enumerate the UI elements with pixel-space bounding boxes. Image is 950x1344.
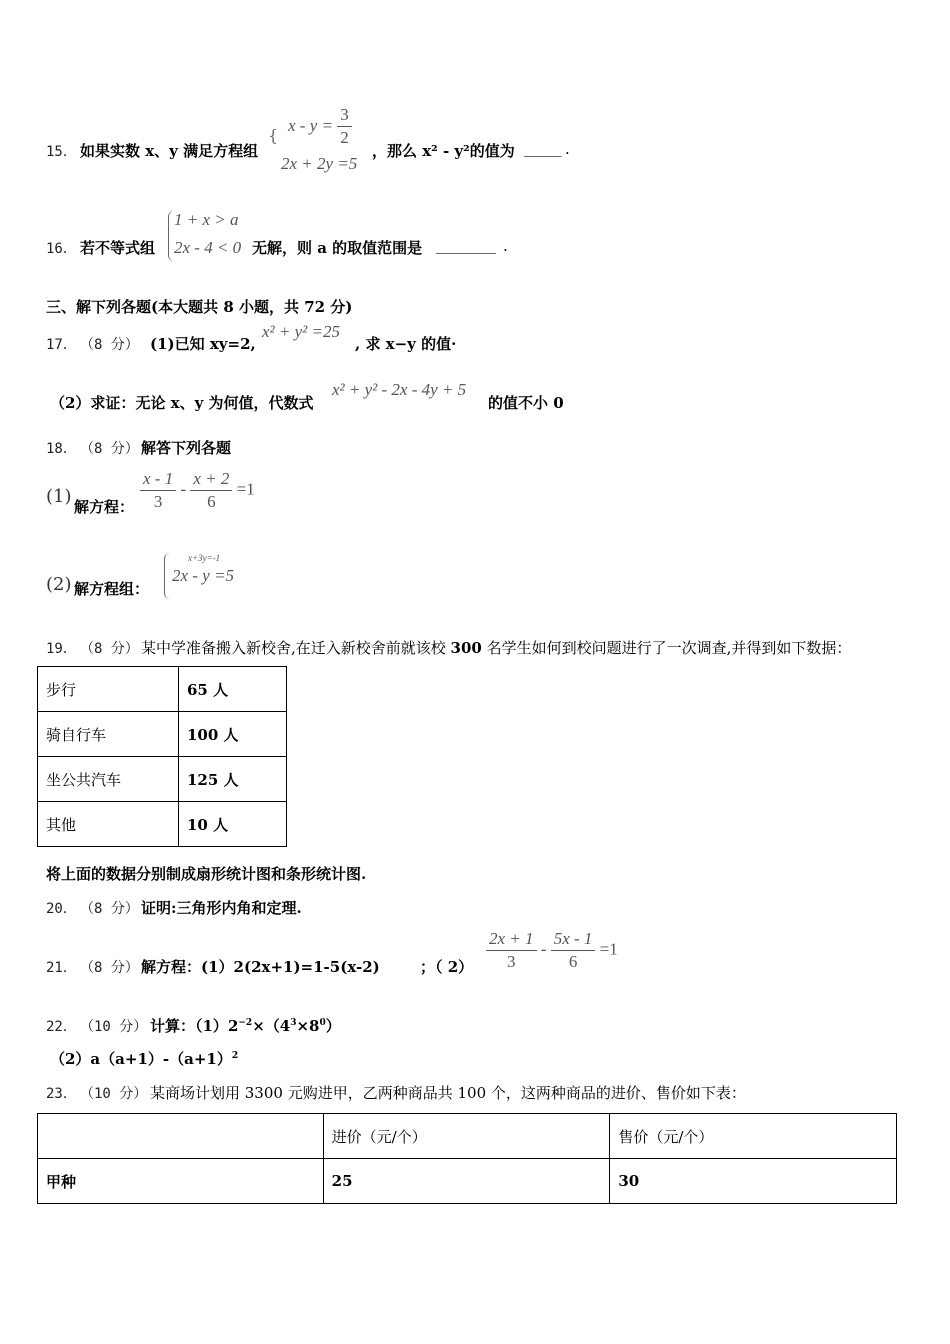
q15-answer-blank[interactable]: _____: [524, 139, 562, 157]
q23-number: 23．: [46, 1086, 77, 1102]
q19-data-table: [37, 666, 287, 847]
q23-row-cost: 25: [323, 1159, 610, 1204]
q15-brace: {: [268, 126, 279, 145]
q20-number: 20．: [46, 901, 77, 917]
q18-part2-prompt: 解方程组：: [74, 580, 150, 598]
section-3-title: 三、解下列各题(本大题共 8 小题，共 72 分): [46, 298, 353, 316]
q23-score: （10 分）: [80, 1086, 148, 1102]
q17-part2-expression: x² + y² - 2x - 4y + 5: [332, 380, 467, 399]
q16-number: 16．: [46, 241, 77, 257]
q22-part2: $(2)a(a+1)-(a+1)^2$: [50, 1050, 239, 1068]
q16-question: 无解，则 a 的取值范围是: [252, 239, 423, 257]
q19-table-row: [38, 667, 287, 712]
q19-count-cell: 100 人: [179, 712, 287, 757]
q17-number: 17．: [46, 337, 77, 353]
q17-part1-question: , 求 x−y 的值·: [355, 335, 457, 353]
q18-part2-label: (2): [46, 574, 72, 595]
q23-row-price: 30: [610, 1159, 897, 1204]
q23-row-name: 甲种: [38, 1159, 324, 1204]
q15-number: 15．: [46, 144, 77, 160]
q15-equation-1: x - y = $\frac{3}{2}$: [288, 104, 352, 149]
q18-part2-brace: [164, 553, 170, 599]
q20-text: 证明:三角形内角和定理.: [141, 899, 302, 917]
q18-part1-label: (1): [46, 486, 72, 507]
q23-header-row: [38, 1114, 897, 1159]
q18-title: 解答下列各题: [141, 439, 232, 457]
q19-number: 19．: [46, 641, 77, 657]
q16-end: .: [503, 237, 508, 255]
q16-inequality-1: 1 + x > a: [174, 210, 239, 229]
q18-score: （8 分）: [80, 441, 139, 457]
q19-table-row: [38, 712, 287, 757]
q19-count-cell: 125 人: [179, 757, 287, 802]
q18-part1-equation: $\frac{x - 1}{3}$ - $\frac{x + 2}{6}$ =1: [140, 468, 255, 513]
q19-score: （8 分）: [80, 641, 139, 657]
q19-instruction: 将上面的数据分别制成扇形统计图和条形统计图.: [46, 865, 367, 883]
q17-score: （8 分）: [80, 337, 139, 353]
q18-part2-equation-2: 2x - y =5: [172, 566, 234, 585]
q15-question: ，那么 x² - y²的值为: [372, 142, 515, 160]
q22-part1: 计算：$(1)2^{-2}\times(4^3\times 8^0)$: [150, 1017, 341, 1035]
q23-header-price: 售价（元/个）: [610, 1114, 897, 1159]
q19-table-row: [38, 802, 287, 847]
q23-price-table: [37, 1113, 897, 1204]
q23-row-jia: [38, 1159, 897, 1204]
q21-part2-equation: $\frac{2x + 1}{3}$ - $\frac{5x - 1}{6}$ =1: [486, 928, 618, 973]
q23-text: 某商场计划用 3300 元购进甲，乙两种商品共 100 个，这两种商品的进价、售价如下表：: [150, 1084, 746, 1102]
q16-answer-blank[interactable]: ________: [436, 236, 496, 254]
q19-mode-cell: 坐公共汽车: [38, 757, 179, 802]
q16-prompt: 若不等式组: [80, 239, 156, 257]
q22-score: （10 分）: [80, 1019, 148, 1035]
q19-mode-cell: 骑自行车: [38, 712, 179, 757]
q18-part2-equation-1: x+3y=-1: [188, 553, 221, 563]
q19-mode-cell: 步行: [38, 667, 179, 712]
q17-part1-expression: x² + y² =25: [262, 322, 340, 341]
q16-inequality-2: 2x - 4 < 0: [174, 238, 242, 257]
q19-text: 某中学准备搬入新校舍,在迁入新校舍前就该校 300 名学生如何到校问题进行了一次调查,并得到如下数据：: [141, 639, 852, 657]
q15-end: .: [565, 140, 570, 158]
q20-score: （8 分）: [80, 901, 139, 917]
q23-header-blank: [38, 1114, 324, 1159]
q18-part1-prompt: 解方程：: [74, 498, 135, 516]
q17-part2-question: 的值不小 0: [488, 394, 564, 412]
q18-number: 18．: [46, 441, 77, 457]
q21-separator: ；（ 2）: [420, 958, 474, 976]
q15-equation-2: 2x + 2y =5: [281, 154, 358, 173]
q19-table-row: [38, 757, 287, 802]
q17-part2-prompt: （2）求证：无论 x、y 为何值，代数式: [50, 394, 314, 412]
q21-score: （8 分）: [80, 960, 139, 976]
q19-count-cell: 65 人: [179, 667, 287, 712]
q15-prompt: 如果实数 x、y 满足方程组: [80, 142, 259, 160]
q19-count-cell: 10 人: [179, 802, 287, 847]
q21-part1: 解方程：(1）2(2x+1)=1-5(x-2): [141, 958, 380, 976]
q22-number: 22．: [46, 1019, 77, 1035]
q19-mode-cell: 其他: [38, 802, 179, 847]
q23-header-cost: 进价（元/个）: [323, 1114, 610, 1159]
q17-part1-prompt: (1)已知 xy=2,: [150, 335, 256, 353]
q21-number: 21．: [46, 960, 77, 976]
